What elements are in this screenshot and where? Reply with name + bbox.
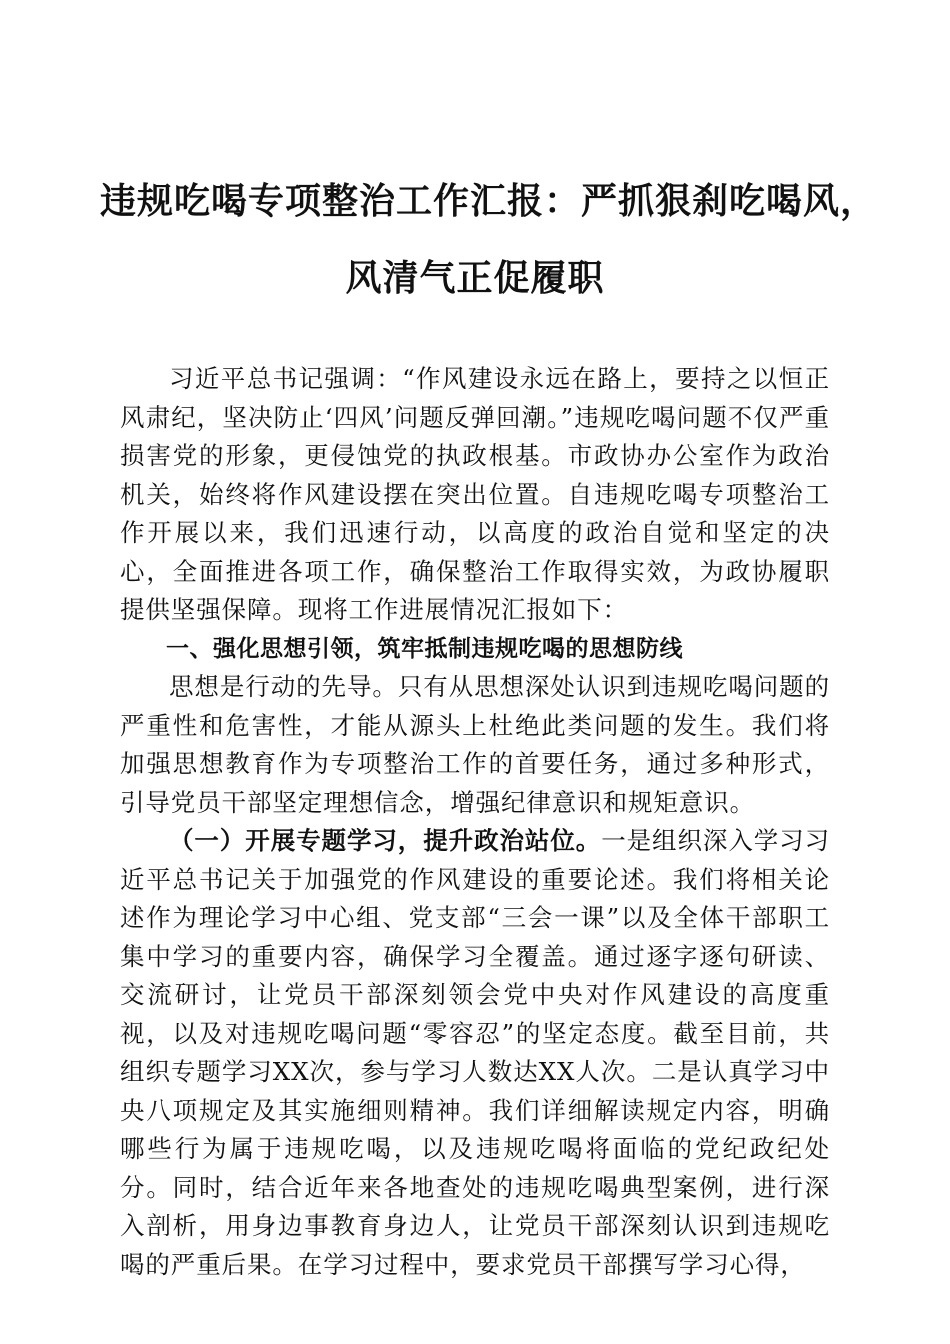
section-1-paragraph: 思想是行动的先导。只有从思想深处认识到违规吃喝问题的严重性和危害性，才能从源头上杜绝此类问题的发生。我们将加强思想教育作为专项整治工作的首要任务，通过多种形式，引导党员干部坚定理想信念，增强纪律意识和规矩意识。 [120,672,830,817]
document-title [100,163,878,317]
subsection-1-lead: （一）开展专题学习，提升政治站位。 [169,826,602,855]
title-line-1: 违规吃喝专项整治工作汇报：严抓狠刹吃喝风， [100,180,878,222]
document-body [120,360,830,1284]
section-heading-1: 一、强化思想引领，筑牢抵制违规吃喝的思想防线 [166,635,683,662]
subsection-1-text: 一是组织深入学习习近平总书记关于加强党的作风建设的重要论述。我们将相关论述作为理论学习中心组、党支部“三会一课”以及全体干部职工集中学习的重要内容，确保学习全覆盖。通过逐字逐句研读、交流研讨，让党员干部深刻领会党中央对作风建设的高度重视，以及对违规吃喝问题“零容忍”的坚定态度。截至目前，共组织专题学习XX次，参与学习人数达XX人次。二是认真学习中央八项规定及其实施细则精神。我们详细解读规定内容，明确哪些行为属于违规吃喝，以及违规吃喝将面临的党纪政纪处分。同时，结合近年来各地查处的违规吃喝典型案例，进行深入剖析，用身边事教育身边人，让党员干部深刻认识到违规吃喝的严重后果。在学习过程中，要求党员干部撰写学习心得， [120,826,830,1279]
intro-paragraph: 习近平总书记强调：“作风建设永远在路上，要持之以恒正风肃纪，坚决防止‘四风’问题反弹回潮。”违规吃喝问题不仅严重损害党的形象，更侵蚀党的执政根基。市政协办公室作为政治机关，始终将作风建设摆在突出位置。自违规吃喝专项整治工作开展以来，我们迅速行动，以高度的政治自觉和坚定的决心，全面推进各项工作，确保整治工作取得实效，为政协履职提供坚强保障。现将工作进展情况汇报如下： [120,364,830,624]
subsection-1-paragraph [120,822,830,1284]
title-line-2: 风清气正促履职 [345,257,605,299]
